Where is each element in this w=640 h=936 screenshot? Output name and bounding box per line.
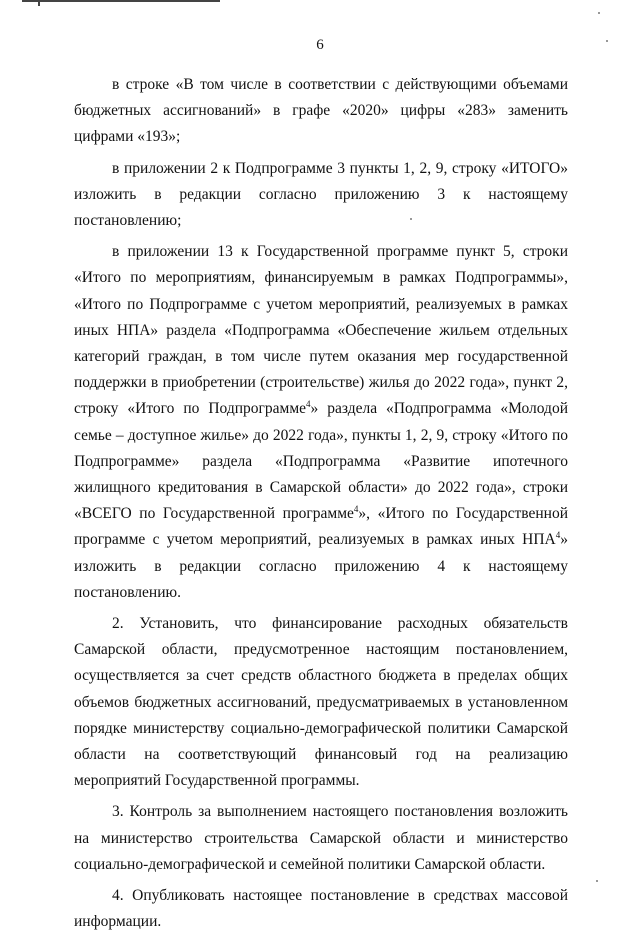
scan-speck: [410, 218, 412, 220]
paragraph-item-2-financing: 2. Установить, что финансирование расходных обязательств Самарской области, предусмотренное настоящим постановлением, осуществляется за счет средств областного бюджета в пределах общих объемов бюджетных ассигнований, предусматриваемых в установленном порядке министерству социально-демографической политики Самарской области на соответствующий финансовый год на реализацию мероприятий Государственной программы.: [74, 615, 568, 790]
document-body: [74, 72, 568, 936]
paragraph-amend-line: в строке «В том числе в соответствии с действующими объемами бюджетных ассигнований» в графе «2020» цифры «283» заменить цифрами «193»;: [74, 76, 568, 146]
footnote-marker: 4: [353, 504, 359, 515]
paragraph-appendix-13-part-3: », «Итого по Государственной программе с учетом мероприятий, реализуемых в рамках иных НПА: [74, 505, 568, 549]
scan-speck: [596, 880, 598, 882]
footnote-marker: 4: [306, 399, 311, 410]
scan-speck: [606, 40, 608, 42]
paragraph-appendix-13-part-2: » раздела «Подпрограмма «Молодой семье – доступное жилье» до 2022 года», пункты 1, 2, 9, строку «Итого по Подпрограмме» раздела «Подпрограмма «Развитие ипотечного жилищного кредитования в Самарской области» до 2022 года», строки «ВСЕГО по Государственной программе: [74, 400, 568, 523]
paragraph-appendix-2: в приложении 2 к Подпрограмме 3 пункты 1, 2, 9, строку «ИТОГО» изложить в редакции согласно приложению 3 к настоящему постановлению;: [74, 159, 568, 230]
scan-top-tick: [38, 0, 40, 6]
scan-top-border: [22, 0, 220, 2]
paragraph-appendix-13-part-1: в приложении 13 к Государственной программе пункт 5, строки «Итого по мероприятиям, финансируемым в рамках Подпрограммы», «Итого по Подпрограмме с учетом мероприятий, реализуемых в рамках иных НПА» раздела «Подпрограмма «Обеспечение жильем отдельных категорий граждан, в том числе путем оказания мер государственной поддержки в приобретении (строительстве) жилья до 2022 года», пункт 2, строку «Итого по Подпрограмме: [74, 243, 568, 418]
paragraph-item-3-control: 3. Контроль за выполнением настоящего постановления возложить на министерство строительства Самарской области и министерство социально-демографической и семейной политики Самарской области.: [74, 803, 568, 873]
scan-speck: [598, 12, 600, 14]
footnote-marker: 4: [555, 530, 561, 541]
paragraph-appendix-13: [74, 239, 568, 606]
paragraph-item-4-publish: 4. Опубликовать настоящее постановление в средствах массовой информации.: [74, 887, 568, 931]
paragraph-appendix-13-part-4: » изложить в редакции согласно приложению 4 к настоящему постановлению.: [74, 531, 568, 601]
page-number: 6: [316, 37, 324, 53]
